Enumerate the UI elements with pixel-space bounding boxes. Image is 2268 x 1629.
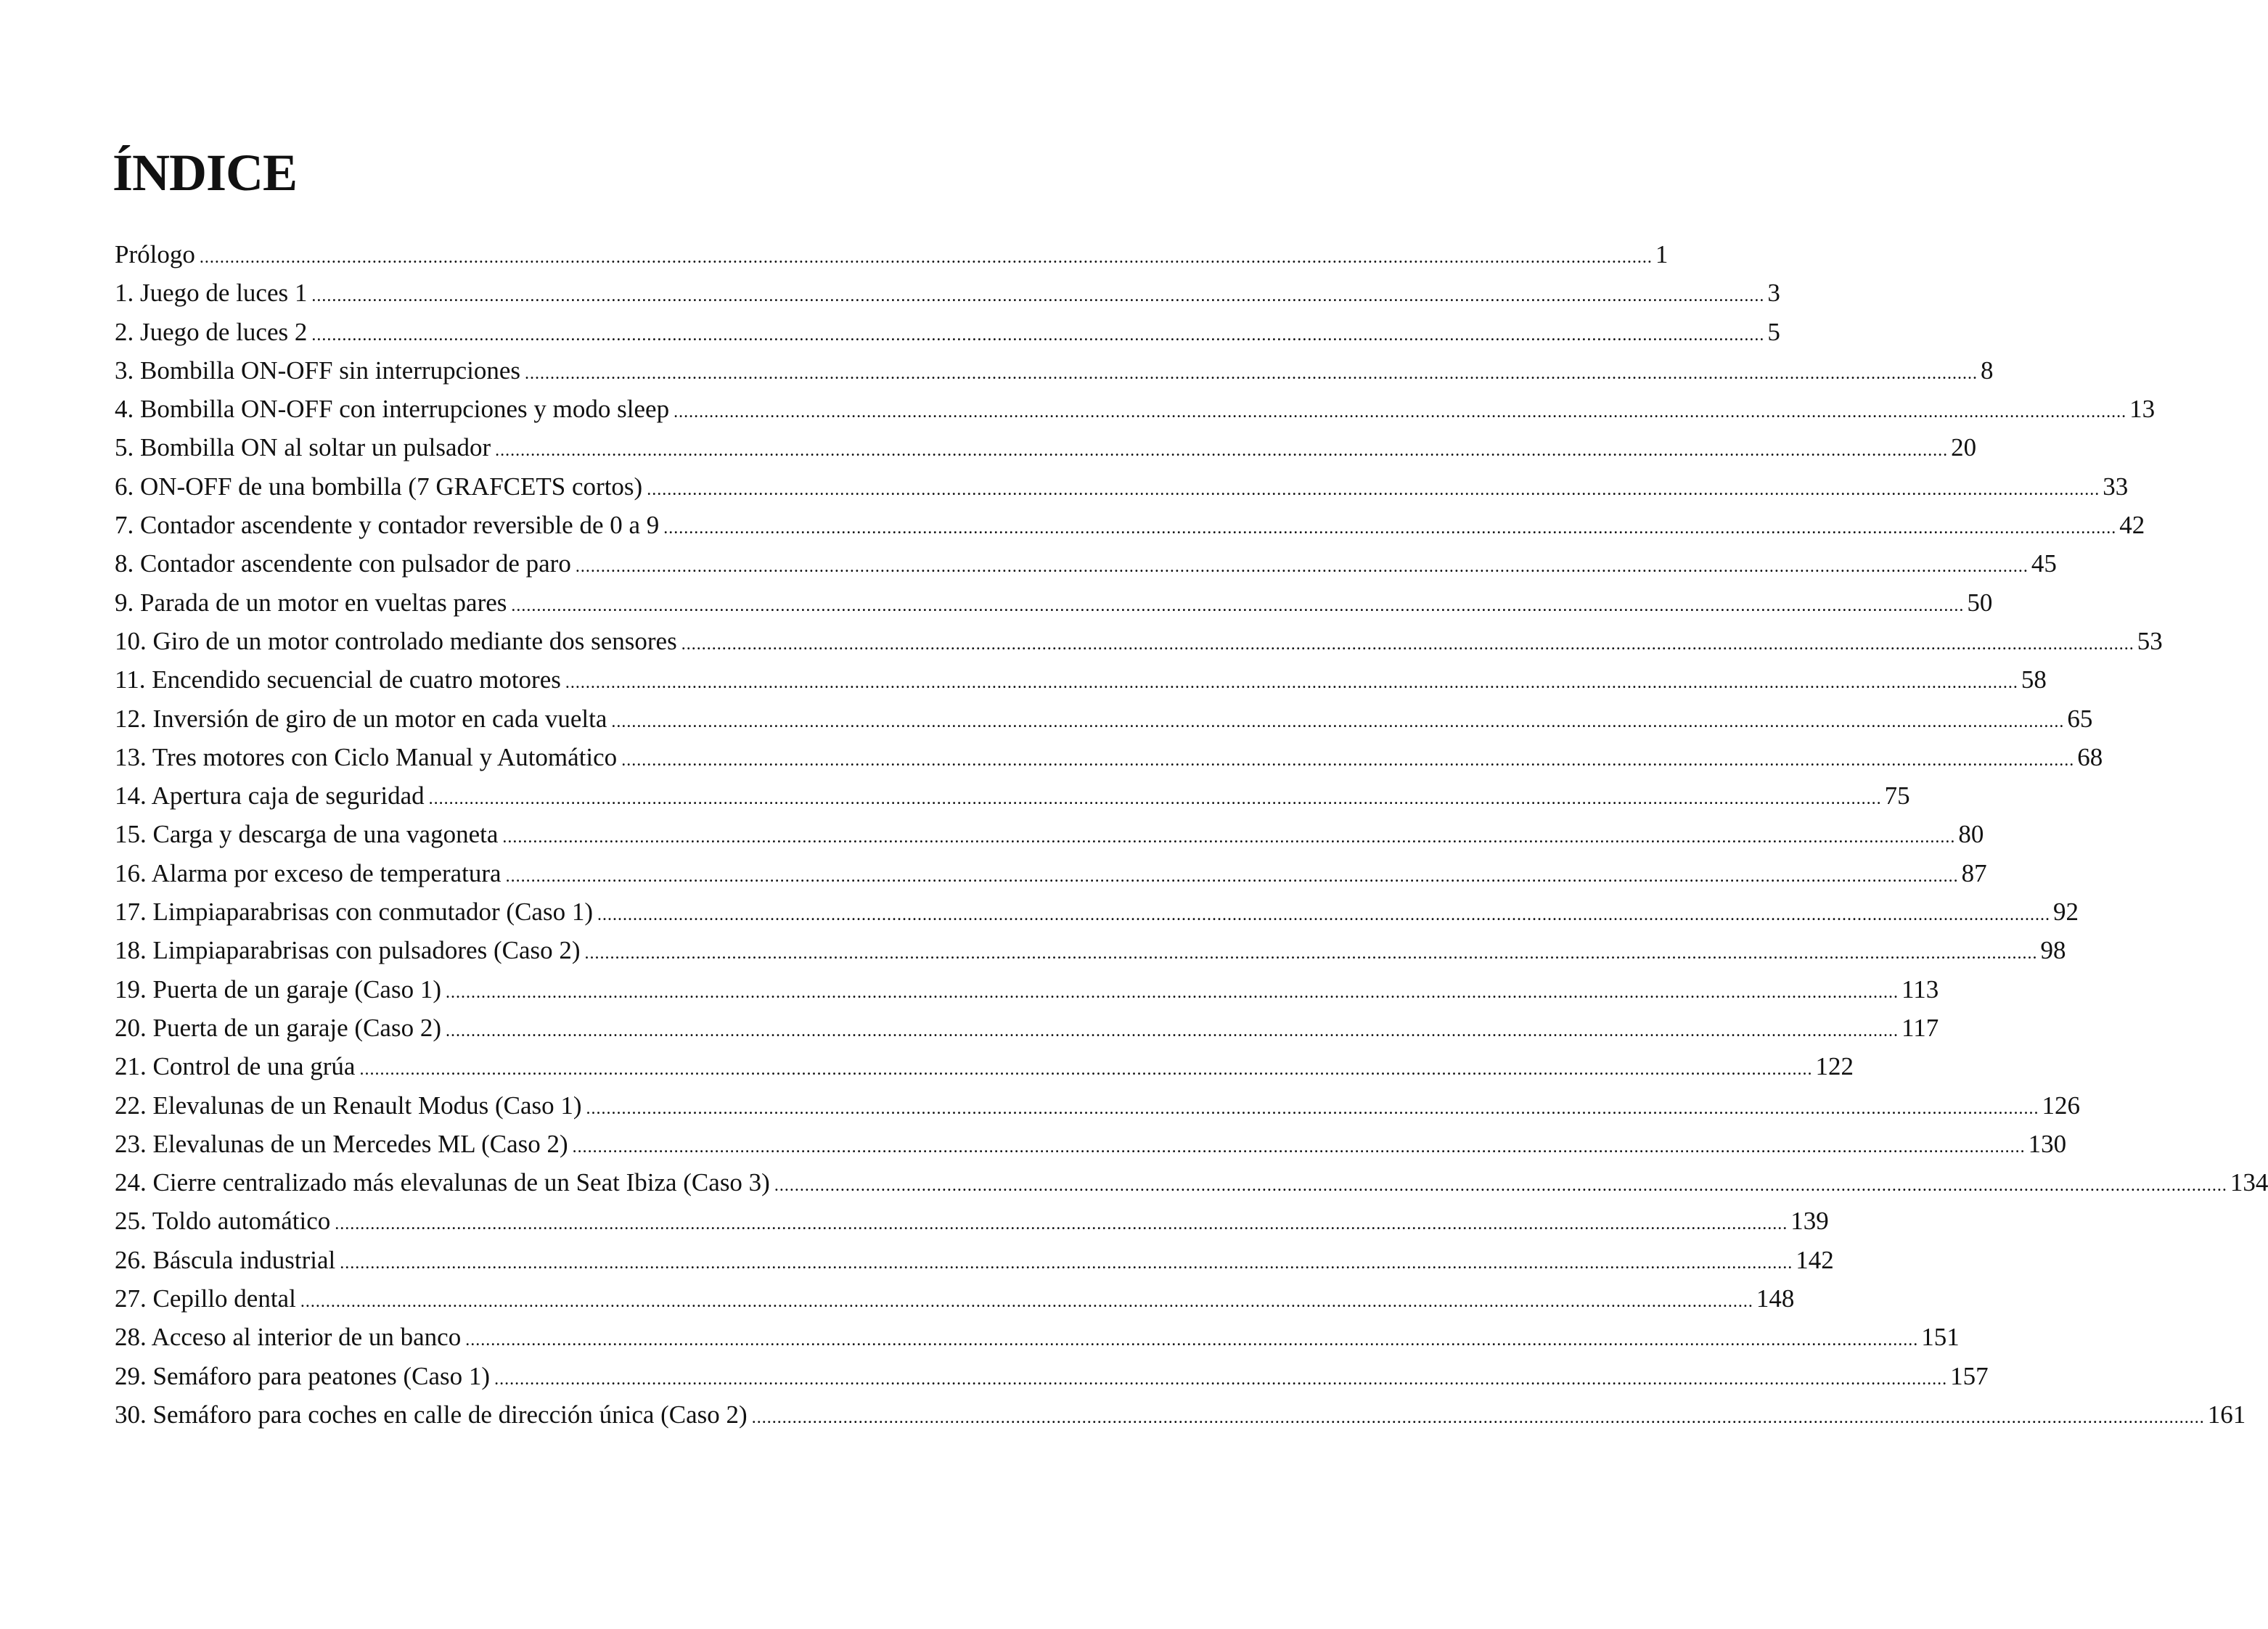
page-title: ÍNDICE [112,144,298,202]
toc-entry [115,467,2129,506]
toc-entry-page-number: 151 [1921,1323,1960,1352]
toc-entry-page-number: 80 [1958,820,1984,849]
toc-entry-title: 13. Tres motores con Ciclo Manual y Automático [115,742,618,771]
dot-leader: .............................................................................................................................................................................................................................................................................................. [505,866,1959,886]
toc-entry-title: 1. Juego de luces 1 [115,279,308,308]
dot-leader: .............................................................................................................................................................................................................................................................................................. [446,982,1899,1002]
dot-leader: .............................................................................................................................................................................................................................................................................................. [511,596,1965,615]
toc-entry-title: 29. Semáforo para peatones (Caso 1) [115,1361,491,1390]
toc-entry-page-number: 1 [1655,240,1669,268]
toc-entry [115,776,1910,815]
toc-entry-title: 21. Control de una grúa [115,1052,356,1081]
toc-entry [115,815,1984,853]
dot-leader: .............................................................................................................................................................................................................................................................................................. [575,557,2028,577]
toc-entry-title: 22. Elevalunas de un Renault Modus (Caso 1) [115,1091,582,1120]
toc-entry-page-number: 139 [1790,1207,1829,1236]
dot-leader: .............................................................................................................................................................................................................................................................................................. [674,403,2127,422]
toc-entry-page-number: 53 [2137,626,2163,655]
toc-entry-title: 18. Limpiaparabrisas con pulsadores (Caso 2) [115,936,581,965]
dot-leader: .............................................................................................................................................................................................................................................................................................. [494,1369,1948,1389]
dot-leader: .............................................................................................................................................................................................................................................................................................. [495,441,1949,461]
toc-entry [115,1125,2067,1163]
toc-entry-title: 2. Juego de luces 2 [115,317,308,346]
toc-entry [115,1047,1854,1086]
toc-entry-title: 25. Toldo automático [115,1207,331,1236]
toc-entry-page-number: 5 [1767,317,1780,346]
toc-entry [115,274,1780,312]
toc-entry [115,970,1939,1009]
dot-leader: .............................................................................................................................................................................................................................................................................................. [525,364,1978,383]
toc-entry-title: 16. Alarma por exceso de temperatura [115,858,502,887]
dot-leader: .............................................................................................................................................................................................................................................................................................. [565,673,2018,693]
dot-leader: .............................................................................................................................................................................................................................................................................................. [359,1060,1813,1080]
toc-entry [115,1318,1960,1356]
dot-leader: .............................................................................................................................................................................................................................................................................................. [597,906,2050,925]
dot-leader: .............................................................................................................................................................................................................................................................................................. [311,287,1765,306]
toc-entry-title: 11. Encendido secuencial de cuatro motores [115,665,561,694]
toc-entry-title: 23. Elevalunas de un Mercedes ML (Caso 2) [115,1129,568,1158]
toc-entry [115,544,2057,583]
toc-entry-page-number: 75 [1884,781,1910,811]
toc-entry-title: 10. Giro de un motor controlado mediante dos sensores [115,626,677,655]
toc-entry-page-number: 33 [2103,472,2129,501]
toc-entry-page-number: 13 [2129,395,2156,424]
toc-entry [115,506,2145,544]
toc-entry-title: 24. Cierre centralizado más elevalunas de un Seat Ibiza (Caso 3) [115,1168,770,1197]
toc-entry [115,1241,1834,1279]
toc-entry-page-number: 113 [1901,974,1939,1004]
toc-entry-page-number: 126 [2042,1091,2081,1120]
toc-entry-page-number: 157 [1950,1361,1989,1390]
toc-entry-page-number: 68 [2077,742,2103,771]
dot-leader: .............................................................................................................................................................................................................................................................................................. [681,634,2134,654]
toc-entry [115,1395,2246,1434]
toc-entry [115,622,2163,660]
toc-entry-page-number: 65 [2067,704,2093,733]
toc-entry-page-number: 130 [2028,1129,2067,1158]
dot-leader: .............................................................................................................................................................................................................................................................................................. [663,519,2117,538]
toc-entry [115,893,2079,931]
toc-entry [115,313,1780,351]
toc-entry-title: 30. Semáforo para coches en calle de dirección única (Caso 2) [115,1400,748,1429]
toc-entry-title: 8. Contador ascendente con pulsador de paro [115,549,571,578]
toc-entry [115,1009,1939,1047]
toc-entry-page-number: 58 [2021,665,2047,694]
toc-entry [115,699,2093,738]
toc-entry-title: 26. Báscula industrial [115,1245,336,1274]
toc-entry-page-number: 142 [1796,1245,1834,1274]
toc-entry [115,1357,1989,1395]
toc-entry-page-number: 98 [2040,936,2066,965]
toc-entry-page-number: 42 [2119,511,2145,540]
toc-entry-page-number: 8 [1981,356,1994,385]
toc-entry-title: 27. Cepillo dental [115,1284,296,1313]
toc-entry-title: 5. Bombilla ON al soltar un pulsador [115,433,491,462]
toc-entry-page-number: 20 [1951,433,1977,462]
toc-entry-title: 4. Bombilla ON-OFF con interrupciones y modo sleep [115,395,670,424]
toc-entry-title: 7. Contador ascendente y contador reversible de 0 a 9 [115,511,660,540]
toc-entry [115,1202,1829,1240]
dot-leader: .............................................................................................................................................................................................................................................................................................. [311,325,1765,345]
toc-entry-page-number: 87 [1961,858,1987,887]
toc-entry [115,351,1994,390]
toc-entry-page-number: 148 [1756,1284,1795,1313]
toc-entry-page-number: 50 [1967,588,1993,617]
dot-leader: .............................................................................................................................................................................................................................................................................................. [584,944,2038,964]
dot-leader: .............................................................................................................................................................................................................................................................................................. [586,1099,2039,1118]
toc-entry [115,235,1669,274]
toc-entry-title: 3. Bombilla ON-OFF sin interrupciones [115,356,520,385]
dot-leader: .............................................................................................................................................................................................................................................................................................. [446,1021,1899,1041]
toc-entry [115,1279,1795,1318]
toc-entry [115,1086,2081,1125]
toc-entry-page-number: 117 [1901,1013,1939,1042]
toc-entry-title: 14. Apertura caja de seguridad [115,781,425,811]
toc-entry-page-number: 3 [1767,279,1780,308]
toc-entry-title: 19. Puerta de un garaje (Caso 1) [115,974,441,1004]
toc-entry-page-number: 92 [2052,898,2079,927]
dot-leader: .............................................................................................................................................................................................................................................................................................. [621,750,2075,770]
toc-entry-title: 17. Limpiaparabrisas con conmutador (Caso 1) [115,898,593,927]
dot-leader: .............................................................................................................................................................................................................................................................................................. [572,1137,2026,1157]
dot-leader: .............................................................................................................................................................................................................................................................................................. [647,480,2100,499]
toc-entry-title: Prólogo [115,240,195,268]
dot-leader: .............................................................................................................................................................................................................................................................................................. [502,828,1956,848]
toc-entry [115,1163,2268,1202]
dot-leader: .............................................................................................................................................................................................................................................................................................. [611,712,2065,731]
toc-entry [115,738,2103,776]
toc-entry [115,390,2156,428]
toc-entry-title: 15. Carga y descarga de una vagoneta [115,820,499,849]
dot-leader: .............................................................................................................................................................................................................................................................................................. [428,789,1882,809]
dot-leader: .............................................................................................................................................................................................................................................................................................. [199,248,1653,267]
toc-entry [115,583,1993,622]
toc-entry [115,660,2047,699]
table-of-contents [115,235,2268,1434]
toc-entry [115,428,1977,467]
dot-leader: .............................................................................................................................................................................................................................................................................................. [340,1253,1793,1273]
dot-leader: .............................................................................................................................................................................................................................................................................................. [335,1215,1788,1234]
toc-entry-page-number: 45 [2031,549,2057,578]
toc-entry-title: 28. Acceso al interior de un banco [115,1323,462,1352]
toc-entry-page-number: 122 [1815,1052,1854,1081]
toc-entry-page-number: 134 [2230,1168,2268,1197]
toc-entry-title: 20. Puerta de un garaje (Caso 2) [115,1013,441,1042]
toc-entry-title: 9. Parada de un motor en vueltas pares [115,588,507,617]
toc-entry [115,854,1987,893]
dot-leader: .............................................................................................................................................................................................................................................................................................. [751,1408,2205,1427]
toc-entry [115,931,2066,969]
toc-entry-page-number: 161 [2207,1400,2246,1429]
dot-leader: .............................................................................................................................................................................................................................................................................................. [465,1331,1919,1350]
dot-leader: .............................................................................................................................................................................................................................................................................................. [300,1292,1753,1312]
toc-entry-title: 6. ON-OFF de una bombilla (7 GRAFCETS cortos) [115,472,643,501]
dot-leader: .............................................................................................................................................................................................................................................................................................. [774,1176,2227,1196]
toc-entry-title: 12. Inversión de giro de un motor en cada vuelta [115,704,607,733]
